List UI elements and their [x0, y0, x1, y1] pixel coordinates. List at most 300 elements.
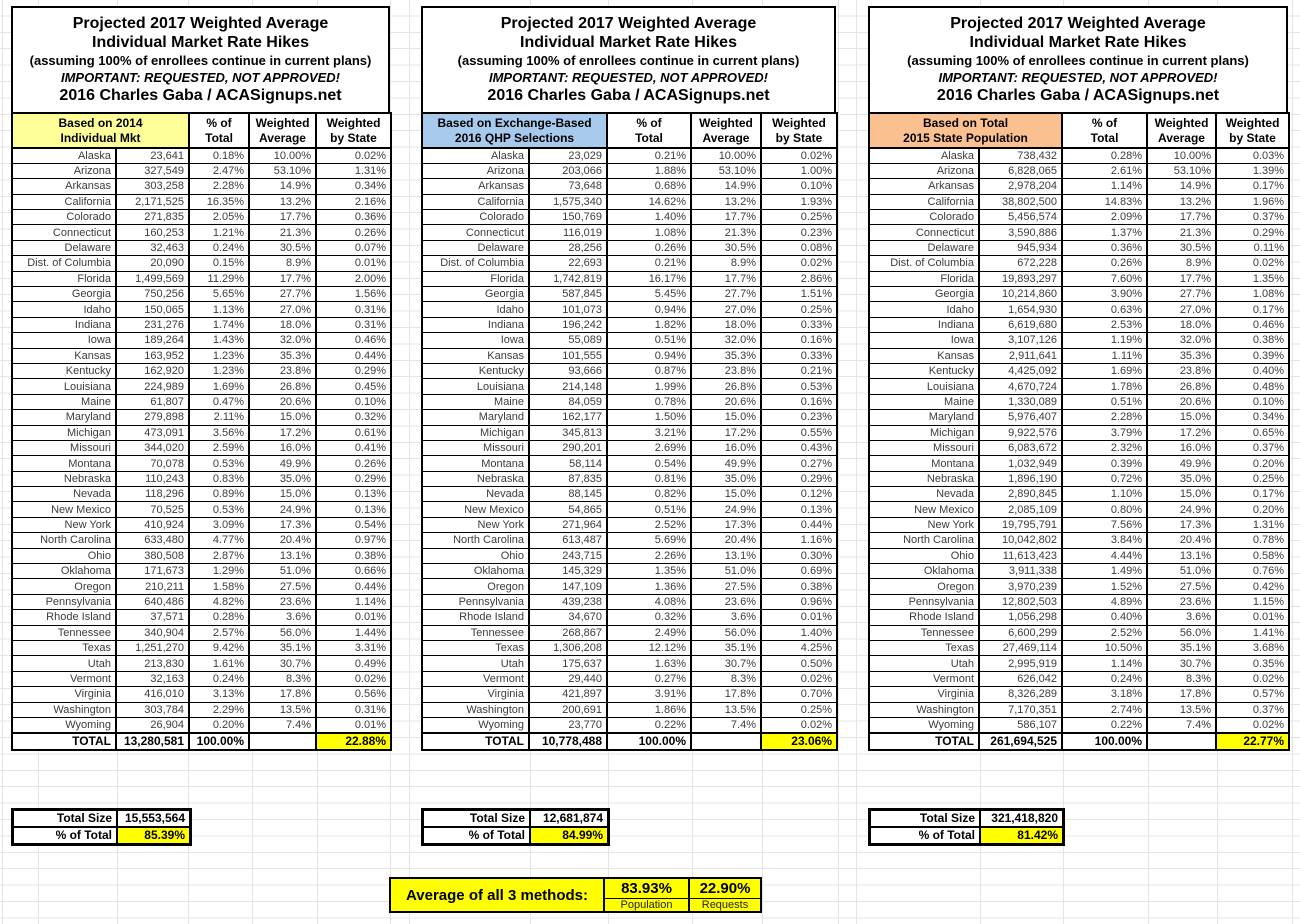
- cell-size[interactable]: 54,865: [529, 502, 607, 517]
- cell-pct-of-total[interactable]: 2.52%: [607, 517, 691, 532]
- cell-weighted-average[interactable]: 20.6%: [1147, 394, 1216, 409]
- cell-pct-of-total[interactable]: 2.11%: [189, 410, 249, 425]
- cell-weighted-by-state[interactable]: 0.29%: [1216, 225, 1289, 240]
- cell-size[interactable]: 34,670: [529, 610, 607, 625]
- cell-size[interactable]: 587,845: [529, 287, 607, 302]
- cell-state[interactable]: Louisiana: [422, 379, 529, 394]
- cell-pct-of-total[interactable]: 0.94%: [607, 348, 691, 363]
- cell-weighted-average[interactable]: 30.7%: [249, 656, 316, 671]
- cell-state[interactable]: Oregon: [869, 579, 979, 594]
- cell-size[interactable]: 271,964: [529, 517, 607, 532]
- cell-weighted-average[interactable]: 15.0%: [691, 410, 761, 425]
- cell-weighted-average[interactable]: 53.10%: [691, 163, 761, 178]
- cell-state[interactable]: Nebraska: [12, 471, 116, 486]
- cell-state[interactable]: Louisiana: [12, 379, 116, 394]
- cell-weighted-average[interactable]: 20.4%: [691, 533, 761, 548]
- cell-size[interactable]: 9,922,576: [979, 425, 1062, 440]
- cell-state[interactable]: Rhode Island: [12, 610, 116, 625]
- cell-pct-of-total[interactable]: 1.40%: [607, 210, 691, 225]
- cell-weighted-average[interactable]: 20.4%: [249, 533, 316, 548]
- cell-state[interactable]: Texas: [422, 641, 529, 656]
- cell-pct-of-total[interactable]: 0.80%: [1062, 502, 1147, 517]
- cell-state[interactable]: Idaho: [12, 302, 116, 317]
- cell-size[interactable]: 6,600,299: [979, 625, 1062, 640]
- cell-pct-of-total[interactable]: 1.21%: [189, 225, 249, 240]
- cell-pct-of-total[interactable]: 0.40%: [1062, 610, 1147, 625]
- cell-weighted-average[interactable]: 20.4%: [1147, 533, 1216, 548]
- cell-size[interactable]: 344,020: [116, 440, 189, 455]
- cell-weighted-average[interactable]: 17.7%: [691, 210, 761, 225]
- cell-weighted-average[interactable]: 30.5%: [691, 240, 761, 255]
- cell-state[interactable]: Arizona: [12, 163, 116, 178]
- cell-weighted-average[interactable]: 17.7%: [249, 271, 316, 286]
- cell-pct-of-total[interactable]: 4.82%: [189, 594, 249, 609]
- total-pct-cell[interactable]: 100.00%: [1062, 733, 1147, 750]
- cell-weighted-by-state[interactable]: 0.20%: [1216, 502, 1289, 517]
- cell-weighted-by-state[interactable]: 0.33%: [761, 348, 837, 363]
- cell-weighted-by-state[interactable]: 0.12%: [761, 487, 837, 502]
- total-size-value[interactable]: 321,418,820: [980, 810, 1063, 827]
- cell-pct-of-total[interactable]: 0.36%: [1062, 240, 1147, 255]
- cell-weighted-average[interactable]: 24.9%: [691, 502, 761, 517]
- cell-weighted-average[interactable]: 26.8%: [691, 379, 761, 394]
- total-weighted-average-empty-cell[interactable]: [1147, 733, 1216, 750]
- cell-weighted-by-state[interactable]: 0.56%: [316, 687, 391, 702]
- cell-weighted-average[interactable]: 35.1%: [249, 641, 316, 656]
- cell-weighted-average[interactable]: 7.4%: [249, 717, 316, 732]
- cell-weighted-by-state[interactable]: 0.10%: [316, 394, 391, 409]
- cell-weighted-by-state[interactable]: 0.58%: [1216, 548, 1289, 563]
- cell-state[interactable]: Idaho: [869, 302, 979, 317]
- cell-pct-of-total[interactable]: 0.27%: [607, 671, 691, 686]
- cell-weighted-by-state[interactable]: 0.37%: [1216, 440, 1289, 455]
- cell-pct-of-total[interactable]: 0.51%: [607, 502, 691, 517]
- cell-size[interactable]: 1,251,270: [116, 641, 189, 656]
- cell-size[interactable]: 213,830: [116, 656, 189, 671]
- cell-state[interactable]: Texas: [12, 641, 116, 656]
- cell-weighted-by-state[interactable]: 0.44%: [316, 579, 391, 594]
- cell-weighted-average[interactable]: 15.0%: [249, 410, 316, 425]
- cell-pct-of-total[interactable]: 0.89%: [189, 487, 249, 502]
- cell-size[interactable]: 200,691: [529, 702, 607, 717]
- cell-size[interactable]: 37,571: [116, 610, 189, 625]
- cell-size[interactable]: 58,114: [529, 456, 607, 471]
- cell-weighted-average[interactable]: 32.0%: [1147, 333, 1216, 348]
- cell-pct-of-total[interactable]: 11.29%: [189, 271, 249, 286]
- cell-size[interactable]: 84,059: [529, 394, 607, 409]
- cell-state[interactable]: North Carolina: [422, 533, 529, 548]
- cell-state[interactable]: Washington: [422, 702, 529, 717]
- cell-size[interactable]: 290,201: [529, 440, 607, 455]
- cell-size[interactable]: 410,924: [116, 517, 189, 532]
- cell-weighted-by-state[interactable]: 0.70%: [761, 687, 837, 702]
- cell-weighted-by-state[interactable]: 0.17%: [1216, 302, 1289, 317]
- cell-weighted-by-state[interactable]: 0.48%: [1216, 379, 1289, 394]
- cell-weighted-average[interactable]: 27.5%: [1147, 579, 1216, 594]
- total-weighted-average-empty-cell[interactable]: [691, 733, 761, 750]
- cell-pct-of-total[interactable]: 1.99%: [607, 379, 691, 394]
- total-pct-cell[interactable]: 100.00%: [607, 733, 691, 750]
- cell-state[interactable]: Utah: [869, 656, 979, 671]
- cell-pct-of-total[interactable]: 16.17%: [607, 271, 691, 286]
- cell-pct-of-total[interactable]: 2.69%: [607, 440, 691, 455]
- average-requests-cell[interactable]: [690, 877, 762, 913]
- cell-weighted-by-state[interactable]: 0.65%: [1216, 425, 1289, 440]
- cell-size[interactable]: 110,243: [116, 471, 189, 486]
- cell-state[interactable]: North Carolina: [869, 533, 979, 548]
- cell-weighted-average[interactable]: 15.0%: [1147, 410, 1216, 425]
- cell-size[interactable]: 5,976,407: [979, 410, 1062, 425]
- cell-state[interactable]: Georgia: [869, 287, 979, 302]
- cell-state[interactable]: North Carolina: [12, 533, 116, 548]
- cell-pct-of-total[interactable]: 1.50%: [607, 410, 691, 425]
- cell-weighted-average[interactable]: 3.6%: [249, 610, 316, 625]
- cell-state[interactable]: Arizona: [422, 163, 529, 178]
- cell-weighted-average[interactable]: 18.0%: [691, 317, 761, 332]
- cell-state[interactable]: Ohio: [12, 548, 116, 563]
- cell-weighted-by-state[interactable]: 1.93%: [761, 194, 837, 209]
- cell-state[interactable]: Delaware: [422, 240, 529, 255]
- cell-weighted-by-state[interactable]: 0.02%: [761, 717, 837, 732]
- cell-weighted-by-state[interactable]: 1.40%: [761, 625, 837, 640]
- cell-weighted-by-state[interactable]: 2.16%: [316, 194, 391, 209]
- cell-weighted-by-state[interactable]: 0.50%: [761, 656, 837, 671]
- cell-weighted-by-state[interactable]: 0.02%: [1216, 256, 1289, 271]
- cell-state[interactable]: Colorado: [869, 210, 979, 225]
- cell-size[interactable]: 214,148: [529, 379, 607, 394]
- total-size-value[interactable]: 12,681,874: [530, 810, 608, 827]
- cell-weighted-by-state[interactable]: 0.11%: [1216, 240, 1289, 255]
- cell-pct-of-total[interactable]: 2.28%: [189, 179, 249, 194]
- cell-weighted-average[interactable]: 17.3%: [249, 517, 316, 532]
- cell-weighted-by-state[interactable]: 0.76%: [1216, 564, 1289, 579]
- cell-pct-of-total[interactable]: 0.83%: [189, 471, 249, 486]
- cell-state[interactable]: Rhode Island: [869, 610, 979, 625]
- cell-size[interactable]: 26,904: [116, 717, 189, 732]
- cell-weighted-average[interactable]: 8.9%: [1147, 256, 1216, 271]
- cell-state[interactable]: Virginia: [869, 687, 979, 702]
- cell-weighted-by-state[interactable]: 0.23%: [761, 225, 837, 240]
- cell-weighted-by-state[interactable]: 0.44%: [761, 517, 837, 532]
- cell-weighted-average[interactable]: 10.00%: [249, 148, 316, 163]
- cell-weighted-average[interactable]: 27.5%: [249, 579, 316, 594]
- cell-weighted-average[interactable]: 15.0%: [249, 487, 316, 502]
- cell-weighted-average[interactable]: 15.0%: [691, 487, 761, 502]
- cell-weighted-average[interactable]: 56.0%: [249, 625, 316, 640]
- cell-weighted-average[interactable]: 10.00%: [1147, 148, 1216, 163]
- cell-pct-of-total[interactable]: 0.81%: [607, 471, 691, 486]
- cell-pct-of-total[interactable]: 2.49%: [607, 625, 691, 640]
- cell-pct-of-total[interactable]: 1.13%: [189, 302, 249, 317]
- cell-weighted-average[interactable]: 13.1%: [1147, 548, 1216, 563]
- cell-weighted-by-state[interactable]: 0.33%: [761, 317, 837, 332]
- cell-size[interactable]: 61,807: [116, 394, 189, 409]
- cell-size[interactable]: 5,456,574: [979, 210, 1062, 225]
- cell-size[interactable]: 586,107: [979, 717, 1062, 732]
- cell-pct-of-total[interactable]: 1.14%: [1062, 179, 1147, 194]
- cell-size[interactable]: 380,508: [116, 548, 189, 563]
- cell-pct-of-total[interactable]: 1.69%: [189, 379, 249, 394]
- cell-weighted-by-state[interactable]: 0.43%: [761, 440, 837, 455]
- cell-weighted-by-state[interactable]: 2.86%: [761, 271, 837, 286]
- cell-state[interactable]: Kentucky: [869, 363, 979, 378]
- cell-state[interactable]: Georgia: [12, 287, 116, 302]
- cell-size[interactable]: 2,978,204: [979, 179, 1062, 194]
- cell-pct-of-total[interactable]: 2.09%: [1062, 210, 1147, 225]
- cell-size[interactable]: 73,648: [529, 179, 607, 194]
- cell-weighted-by-state[interactable]: 0.02%: [761, 256, 837, 271]
- cell-state[interactable]: Tennessee: [12, 625, 116, 640]
- cell-size[interactable]: 303,258: [116, 179, 189, 194]
- cell-pct-of-total[interactable]: 1.88%: [607, 163, 691, 178]
- cell-state[interactable]: Kansas: [869, 348, 979, 363]
- cell-weighted-average[interactable]: 20.6%: [691, 394, 761, 409]
- cell-weighted-by-state[interactable]: 1.39%: [1216, 163, 1289, 178]
- cell-state[interactable]: Louisiana: [869, 379, 979, 394]
- cell-size[interactable]: 2,171,525: [116, 194, 189, 209]
- cell-weighted-by-state[interactable]: 0.01%: [761, 610, 837, 625]
- cell-weighted-by-state[interactable]: 0.27%: [761, 456, 837, 471]
- cell-weighted-average[interactable]: 27.7%: [249, 287, 316, 302]
- cell-size[interactable]: 93,666: [529, 363, 607, 378]
- cell-size[interactable]: 32,163: [116, 671, 189, 686]
- cell-state[interactable]: Montana: [869, 456, 979, 471]
- cell-pct-of-total[interactable]: 0.72%: [1062, 471, 1147, 486]
- cell-state[interactable]: Georgia: [422, 287, 529, 302]
- cell-pct-of-total[interactable]: 2.28%: [1062, 410, 1147, 425]
- cell-state[interactable]: Oklahoma: [869, 564, 979, 579]
- cell-pct-of-total[interactable]: 1.58%: [189, 579, 249, 594]
- cell-weighted-by-state[interactable]: 0.26%: [316, 225, 391, 240]
- cell-pct-of-total[interactable]: 0.20%: [189, 717, 249, 732]
- cell-size[interactable]: 268,867: [529, 625, 607, 640]
- cell-weighted-average[interactable]: 23.8%: [249, 363, 316, 378]
- cell-weighted-average[interactable]: 7.4%: [691, 717, 761, 732]
- cell-size[interactable]: 327,549: [116, 163, 189, 178]
- cell-pct-of-total[interactable]: 1.14%: [1062, 656, 1147, 671]
- cell-pct-of-total[interactable]: 0.94%: [607, 302, 691, 317]
- cell-pct-of-total[interactable]: 4.44%: [1062, 548, 1147, 563]
- cell-pct-of-total[interactable]: 12.12%: [607, 641, 691, 656]
- cell-pct-of-total[interactable]: 0.39%: [1062, 456, 1147, 471]
- cell-weighted-average[interactable]: 17.7%: [1147, 210, 1216, 225]
- cell-size[interactable]: 1,575,340: [529, 194, 607, 209]
- cell-weighted-by-state[interactable]: 0.17%: [1216, 179, 1289, 194]
- cell-state[interactable]: Texas: [869, 641, 979, 656]
- cell-pct-of-total[interactable]: 14.62%: [607, 194, 691, 209]
- cell-pct-of-total[interactable]: 1.23%: [189, 363, 249, 378]
- cell-weighted-by-state[interactable]: 0.37%: [1216, 702, 1289, 717]
- cell-weighted-average[interactable]: 35.0%: [249, 471, 316, 486]
- cell-pct-of-total[interactable]: 2.57%: [189, 625, 249, 640]
- cell-size[interactable]: 29,440: [529, 671, 607, 686]
- cell-weighted-average[interactable]: 8.9%: [249, 256, 316, 271]
- cell-weighted-average[interactable]: 14.9%: [249, 179, 316, 194]
- cell-size[interactable]: 1,896,190: [979, 471, 1062, 486]
- cell-size[interactable]: 11,613,423: [979, 548, 1062, 563]
- pct-of-total-value[interactable]: 85.39%: [117, 827, 190, 844]
- cell-state[interactable]: Vermont: [422, 671, 529, 686]
- cell-size[interactable]: 231,276: [116, 317, 189, 332]
- cell-weighted-average[interactable]: 51.0%: [1147, 564, 1216, 579]
- cell-weighted-by-state[interactable]: 1.56%: [316, 287, 391, 302]
- cell-weighted-average[interactable]: 23.8%: [1147, 363, 1216, 378]
- cell-weighted-average[interactable]: 35.0%: [1147, 471, 1216, 486]
- cell-pct-of-total[interactable]: 1.43%: [189, 333, 249, 348]
- cell-pct-of-total[interactable]: 1.69%: [1062, 363, 1147, 378]
- cell-weighted-by-state[interactable]: 0.10%: [1216, 394, 1289, 409]
- cell-pct-of-total[interactable]: 1.11%: [1062, 348, 1147, 363]
- cell-weighted-by-state[interactable]: 0.02%: [316, 671, 391, 686]
- cell-pct-of-total[interactable]: 0.47%: [189, 394, 249, 409]
- cell-size[interactable]: 101,073: [529, 302, 607, 317]
- cell-weighted-by-state[interactable]: 0.31%: [316, 317, 391, 332]
- cell-pct-of-total[interactable]: 0.22%: [1062, 717, 1147, 732]
- cell-pct-of-total[interactable]: 3.18%: [1062, 687, 1147, 702]
- cell-size[interactable]: 163,952: [116, 348, 189, 363]
- cell-weighted-average[interactable]: 30.7%: [691, 656, 761, 671]
- cell-weighted-by-state[interactable]: 0.42%: [1216, 579, 1289, 594]
- cell-pct-of-total[interactable]: 1.49%: [1062, 564, 1147, 579]
- cell-size[interactable]: 473,091: [116, 425, 189, 440]
- pct-of-total-value[interactable]: 84.99%: [530, 827, 608, 844]
- cell-weighted-by-state[interactable]: 0.13%: [761, 502, 837, 517]
- cell-weighted-average[interactable]: 27.0%: [691, 302, 761, 317]
- cell-weighted-by-state[interactable]: 1.15%: [1216, 594, 1289, 609]
- cell-pct-of-total[interactable]: 1.10%: [1062, 487, 1147, 502]
- cell-size[interactable]: 439,238: [529, 594, 607, 609]
- cell-weighted-average[interactable]: 13.1%: [249, 548, 316, 563]
- cell-pct-of-total[interactable]: 4.89%: [1062, 594, 1147, 609]
- total-weighted-by-state-cell[interactable]: 23.06%: [761, 733, 837, 750]
- cell-pct-of-total[interactable]: 4.77%: [189, 533, 249, 548]
- cell-pct-of-total[interactable]: 7.60%: [1062, 271, 1147, 286]
- cell-weighted-by-state[interactable]: 0.25%: [1216, 471, 1289, 486]
- cell-size[interactable]: 738,432: [979, 148, 1062, 163]
- cell-pct-of-total[interactable]: 5.69%: [607, 533, 691, 548]
- cell-state[interactable]: Oregon: [422, 579, 529, 594]
- cell-weighted-by-state[interactable]: 0.08%: [761, 240, 837, 255]
- cell-state[interactable]: Nebraska: [422, 471, 529, 486]
- cell-state[interactable]: New Mexico: [12, 502, 116, 517]
- cell-state[interactable]: California: [869, 194, 979, 209]
- cell-weighted-by-state[interactable]: 0.38%: [761, 579, 837, 594]
- cell-weighted-average[interactable]: 17.8%: [1147, 687, 1216, 702]
- cell-size[interactable]: 626,042: [979, 671, 1062, 686]
- cell-size[interactable]: 88,145: [529, 487, 607, 502]
- cell-weighted-average[interactable]: 23.6%: [249, 594, 316, 609]
- cell-state[interactable]: Tennessee: [422, 625, 529, 640]
- cell-pct-of-total[interactable]: 9.42%: [189, 641, 249, 656]
- cell-state[interactable]: Michigan: [869, 425, 979, 440]
- cell-weighted-average[interactable]: 7.4%: [1147, 717, 1216, 732]
- cell-size[interactable]: 421,897: [529, 687, 607, 702]
- cell-pct-of-total[interactable]: 0.26%: [607, 240, 691, 255]
- cell-size[interactable]: 6,828,065: [979, 163, 1062, 178]
- cell-weighted-average[interactable]: 30.7%: [1147, 656, 1216, 671]
- cell-pct-of-total[interactable]: 14.83%: [1062, 194, 1147, 209]
- cell-state[interactable]: Connecticut: [869, 225, 979, 240]
- cell-pct-of-total[interactable]: 0.28%: [189, 610, 249, 625]
- cell-size[interactable]: 1,306,208: [529, 641, 607, 656]
- cell-weighted-average[interactable]: 20.6%: [249, 394, 316, 409]
- cell-weighted-by-state[interactable]: 0.45%: [316, 379, 391, 394]
- cell-size[interactable]: 3,911,338: [979, 564, 1062, 579]
- cell-state[interactable]: Pennsylvania: [422, 594, 529, 609]
- cell-state[interactable]: Kentucky: [422, 363, 529, 378]
- cell-state[interactable]: Florida: [12, 271, 116, 286]
- cell-state[interactable]: Pennsylvania: [869, 594, 979, 609]
- cell-size[interactable]: 224,989: [116, 379, 189, 394]
- cell-size[interactable]: 1,742,819: [529, 271, 607, 286]
- cell-state[interactable]: Washington: [12, 702, 116, 717]
- cell-size[interactable]: 640,486: [116, 594, 189, 609]
- cell-weighted-by-state[interactable]: 0.96%: [761, 594, 837, 609]
- cell-weighted-by-state[interactable]: 0.29%: [316, 363, 391, 378]
- cell-state[interactable]: Oklahoma: [12, 564, 116, 579]
- cell-weighted-average[interactable]: 17.7%: [249, 210, 316, 225]
- total-size-cell[interactable]: 13,280,581: [116, 733, 189, 750]
- cell-weighted-average[interactable]: 18.0%: [249, 317, 316, 332]
- cell-pct-of-total[interactable]: 0.87%: [607, 363, 691, 378]
- cell-weighted-average[interactable]: 35.3%: [249, 348, 316, 363]
- cell-state[interactable]: Virginia: [12, 687, 116, 702]
- cell-size[interactable]: 28,256: [529, 240, 607, 255]
- cell-state[interactable]: Oregon: [12, 579, 116, 594]
- cell-weighted-average[interactable]: 13.2%: [1147, 194, 1216, 209]
- cell-pct-of-total[interactable]: 0.28%: [1062, 148, 1147, 163]
- cell-weighted-average[interactable]: 17.2%: [1147, 425, 1216, 440]
- cell-pct-of-total[interactable]: 0.68%: [607, 179, 691, 194]
- cell-weighted-average[interactable]: 13.2%: [691, 194, 761, 209]
- cell-pct-of-total[interactable]: 2.52%: [1062, 625, 1147, 640]
- cell-size[interactable]: 2,890,845: [979, 487, 1062, 502]
- cell-pct-of-total[interactable]: 2.26%: [607, 548, 691, 563]
- average-population-value[interactable]: 83.93%: [605, 879, 688, 899]
- cell-state[interactable]: Wyoming: [422, 717, 529, 732]
- cell-state[interactable]: Florida: [869, 271, 979, 286]
- cell-pct-of-total[interactable]: 0.51%: [1062, 394, 1147, 409]
- cell-weighted-average[interactable]: 17.7%: [1147, 271, 1216, 286]
- average-population-cell[interactable]: [605, 877, 690, 913]
- cell-state[interactable]: New York: [869, 517, 979, 532]
- cell-weighted-average[interactable]: 8.3%: [691, 671, 761, 686]
- cell-pct-of-total[interactable]: 5.65%: [189, 287, 249, 302]
- cell-weighted-average[interactable]: 30.5%: [1147, 240, 1216, 255]
- cell-weighted-average[interactable]: 10.00%: [691, 148, 761, 163]
- cell-state[interactable]: Nevada: [869, 487, 979, 502]
- cell-weighted-by-state[interactable]: 0.26%: [316, 456, 391, 471]
- cell-pct-of-total[interactable]: 1.74%: [189, 317, 249, 332]
- cell-state[interactable]: Wyoming: [12, 717, 116, 732]
- cell-size[interactable]: 633,480: [116, 533, 189, 548]
- average-requests-value[interactable]: 22.90%: [690, 879, 760, 899]
- cell-weighted-by-state[interactable]: 0.29%: [761, 471, 837, 486]
- cell-weighted-average[interactable]: 35.0%: [691, 471, 761, 486]
- cell-size[interactable]: 189,264: [116, 333, 189, 348]
- cell-weighted-average[interactable]: 13.5%: [691, 702, 761, 717]
- cell-state[interactable]: California: [12, 194, 116, 209]
- cell-weighted-by-state[interactable]: 4.25%: [761, 641, 837, 656]
- cell-weighted-by-state[interactable]: 0.53%: [761, 379, 837, 394]
- cell-pct-of-total[interactable]: 1.78%: [1062, 379, 1147, 394]
- cell-pct-of-total[interactable]: 5.45%: [607, 287, 691, 302]
- cell-weighted-by-state[interactable]: 0.38%: [316, 548, 391, 563]
- cell-size[interactable]: 19,893,297: [979, 271, 1062, 286]
- cell-state[interactable]: Wyoming: [869, 717, 979, 732]
- cell-state[interactable]: New York: [12, 517, 116, 532]
- cell-state[interactable]: Iowa: [422, 333, 529, 348]
